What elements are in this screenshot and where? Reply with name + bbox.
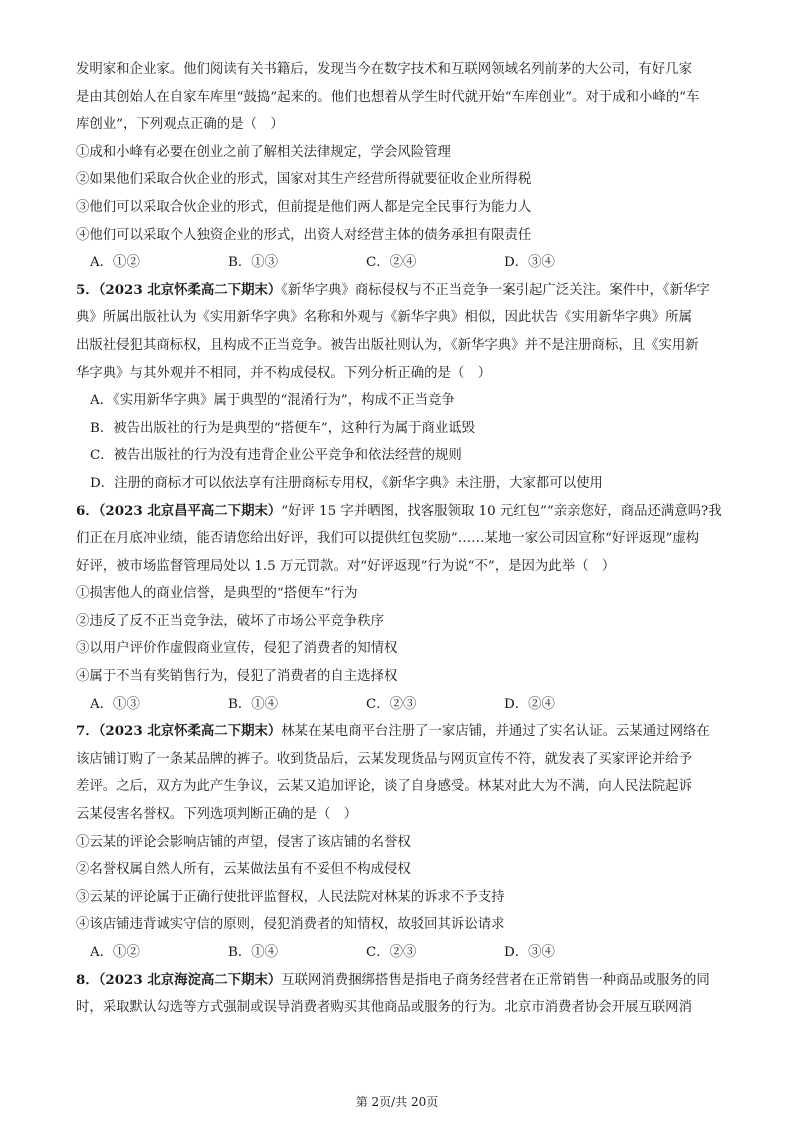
question-7-stem-text: 林某在某电商平台注册了一家店铺，并通过了实名认证。云某通过网络在 (281, 724, 710, 740)
choice-a: A．①③ (90, 696, 140, 712)
question-4-stem-line: 发明家和企业家。他们阅读有关书籍后，发现当今在数字技术和互联网领域名列前茅的大公司，有好几家 (76, 62, 692, 77)
question-8-stem-line: 时，采取默认勾选等方式强制或误导消费者购买其他商品或服务的行为。北京市消费者协会开展互联网消 (76, 1000, 692, 1016)
question-8 (76, 967, 722, 1022)
question-7-stem-line (76, 718, 722, 746)
question-5 (76, 277, 722, 498)
question-7-stem-line: 云某侵害名誉权。下列选项判断正确的是（ ） (76, 807, 358, 823)
choice-d: D．③④ (504, 945, 555, 960)
question-6-statement: ①损害他人的商业信誉，是典型的“搭便车”行为 (76, 586, 358, 602)
question-7-stem-line: 差评。之后，双方为此产生争议，云某又追加评论，谈了自身感受。林某对此大为不满，向人民法院起诉 (76, 779, 692, 795)
question-5-head: 5．（2023 北京怀柔高二下期末） (76, 281, 282, 298)
question-6-choices (76, 691, 722, 719)
choice-c: C．②③ (366, 945, 417, 960)
question-7-stem-line: 该店铺订购了一条某品牌的裤子。收到货品后，云某发现货品与网页宣传不符，就发表了买家评论并给予 (76, 751, 692, 767)
question-6-stem-line: 好评，被市场监督管理局处以 1.5 万元罚款。对“好评返现”行为说“不”，是因为此举（ ） (76, 558, 616, 574)
question-5-stem-line: 出版社侵犯其商标权，且构成不正当竞争。被告出版社则认为，《新华字典》并不是注册商标，且《实用新 (76, 337, 699, 353)
question-5-option-b: B．被告出版社的行为是典型的“搭便车”，这种行为属于商业诋毁 (90, 420, 476, 436)
choice-d: D．②④ (504, 696, 555, 712)
question-4 (76, 56, 722, 277)
question-4-stem-line: 库创业”，下列观点正确的是（ ） (76, 117, 284, 133)
choice-b: B．①④ (228, 945, 279, 960)
question-7-head: 7．（2023 北京怀柔高二下期末） (76, 723, 282, 740)
question-7 (76, 718, 722, 966)
question-4-statement: ④他们可以采取个人独资企业的形式，出资人对经营主体的债务承担有限责任 (76, 227, 532, 243)
choice-a: A．①② (90, 255, 140, 271)
question-8-stem-text: 互联网消费捆绑搭售是指电子商务经营者在正常销售一种商品或服务的同 (281, 972, 710, 988)
question-7-statement: ③云某的评论属于正确行使批评监督权，人民法院对林某的诉求不予支持 (76, 889, 505, 905)
choice-b: B．①④ (228, 696, 279, 712)
question-6-statement: ④属于不当有奖销售行为，侵犯了消费者的自主选择权 (76, 669, 398, 685)
question-8-head: 8．（2023 北京海淀高二下期末） (76, 971, 282, 988)
choice-a: A．①② (90, 945, 140, 960)
question-4-statement: ②如果他们采取合伙企业的形式，国家对其生产经营所得就要征收企业所得税 (76, 172, 532, 188)
question-7-statement: ④该店铺违背诚实守信的原则，侵犯消费者的知情权，故驳回其诉讼请求 (76, 917, 505, 933)
question-6-statement: ③以用户评价作虚假商业宣传，侵犯了消费者的知情权 (76, 641, 398, 657)
question-6-stem-line: 们正在月底冲业绩，能否请您给出好评，我们可以提供红包奖励”……某地一家公司因宣称“好评返现”虚构 (76, 531, 700, 547)
question-8-stem-line (76, 967, 722, 995)
question-5-stem-line: 华字典》与其外观并不相同，并不构成侵权。下列分析正确的是（ ） (76, 365, 492, 381)
question-4-statement: ③他们可以采取合伙企业的形式，但前提是他们两人都是完全民事行为能力人 (76, 199, 532, 215)
choice-d: D．③④ (504, 255, 555, 271)
question-5-option-d: D．注册的商标才可以依法享有注册商标专用权，《新华字典》未注册，大家都可以使用 (90, 475, 603, 491)
question-6-stem-text: “好评 15 字并晒图，找客服领取 10 元红包”“亲亲您好，商品还满意吗?我 (281, 503, 722, 519)
choice-c: C．②③ (366, 696, 417, 712)
question-7-statement: ①云某的评论会影响店铺的声望，侵害了该店铺的名誉权 (76, 834, 411, 850)
question-5-option-c: C．被告出版社的行为没有违背企业公平竞争和依法经营的规则 (90, 448, 462, 464)
question-5-stem-line (76, 277, 722, 305)
question-6 (76, 498, 722, 719)
question-5-stem-text: 《新华字典》商标侵权与不正当竞争一案引起广泛关注。案件中，《新华字 (281, 282, 710, 298)
question-7-choices (76, 939, 722, 967)
question-6-head: 6．（2023 北京昌平高二下期末） (76, 502, 282, 519)
choice-b: B．①③ (228, 255, 279, 271)
question-5-stem-line: 典》所属出版社认为《实用新华字典》名称和外观与《新华字典》相似，因此状告《实用新华字典》所属 (76, 310, 692, 326)
question-5-option-a: A．《实用新华字典》属于典型的“混淆行为”，构成不正当竞争 (90, 393, 455, 409)
question-6-statement: ②违反了反不正当竞争法，破坏了市场公平竞争秩序 (76, 613, 384, 629)
question-7-statement: ②名誉权属自然人所有，云某做法虽有不妥但不构成侵权 (76, 862, 411, 878)
exam-page (76, 56, 722, 1022)
question-4-stem-line: 是由其创始人在自家车库里“鼓捣”起来的。他们也想着从学生时代就开始“车库创业”。对于成和小峰的“车 (76, 89, 700, 105)
question-4-statement: ①成和小峰有必要在创业之前了解相关法律规定，学会风险管理 (76, 144, 451, 160)
question-4-choices (76, 249, 722, 277)
page-number-footer: 第 2页/共 20页 (355, 1095, 439, 1109)
question-6-stem-line (76, 498, 722, 526)
choice-c: C．②④ (366, 255, 417, 271)
